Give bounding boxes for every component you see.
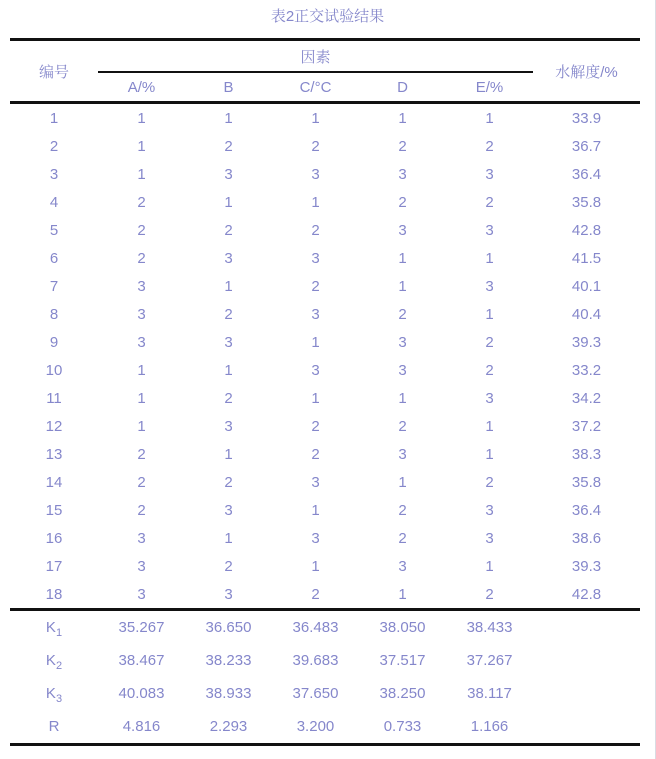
table-row <box>10 160 640 188</box>
stats-empty-cell <box>533 644 640 677</box>
result-cell: 33.2 <box>571 361 602 379</box>
factor-cell: 1 <box>398 585 407 603</box>
result-cell: 36.7 <box>571 137 602 155</box>
factor-cell: 3 <box>485 529 494 547</box>
row-id-cell: 9 <box>49 333 59 351</box>
column-header-factor: D <box>397 78 408 96</box>
factor-cell: 2 <box>485 473 494 491</box>
stats-label-subscript: 2 <box>55 660 63 672</box>
factor-cell: 3 <box>137 333 146 351</box>
factor-cell: 3 <box>311 473 320 491</box>
row-id-cell: 2 <box>49 137 59 155</box>
factor-cell: 2 <box>137 193 146 211</box>
stats-value-cell: 38.050 <box>379 619 426 636</box>
result-cell: 39.3 <box>571 557 602 575</box>
factor-cell: 1 <box>224 529 233 547</box>
factor-cell: 1 <box>311 557 320 575</box>
column-header-factor: C/°C <box>299 78 332 96</box>
stats-row <box>10 677 640 710</box>
factor-cell: 1 <box>485 249 494 267</box>
factor-cell: 2 <box>398 501 407 519</box>
factor-cell: 1 <box>224 109 233 127</box>
factor-cell: 2 <box>398 193 407 211</box>
stats-label-cell <box>10 677 98 710</box>
factor-cell: 3 <box>398 165 407 183</box>
row-id-cell: 12 <box>45 417 63 435</box>
table-row <box>10 272 640 300</box>
factor-cell: 2 <box>311 277 320 295</box>
column-header-factors-group: 因素 <box>98 40 533 73</box>
factor-cell: 1 <box>311 389 320 407</box>
stats-value-cell: 37.267 <box>466 652 513 669</box>
factor-cell: 3 <box>311 165 320 183</box>
factor-cell: 3 <box>224 333 233 351</box>
factor-cell: 1 <box>311 333 320 351</box>
table-row <box>10 384 640 412</box>
factor-cell: 1 <box>398 109 407 127</box>
stats-value-cell: 38.233 <box>205 652 252 669</box>
factor-cell: 2 <box>137 249 146 267</box>
stats-value-cell: 36.483 <box>292 619 339 636</box>
stats-label-cell <box>10 644 98 677</box>
row-id-cell: 1 <box>49 109 59 127</box>
factor-cell: 3 <box>485 277 494 295</box>
factor-cell: 1 <box>137 417 146 435</box>
factor-cell: 2 <box>137 221 146 239</box>
table-row <box>10 552 640 580</box>
table-row <box>10 496 640 524</box>
stats-value-cell: 37.517 <box>379 652 426 669</box>
table-row <box>10 300 640 328</box>
factor-cell: 3 <box>137 277 146 295</box>
table-row <box>10 328 640 356</box>
stats-value-cell: 4.816 <box>122 718 161 735</box>
orthogonal-results-table <box>10 38 640 746</box>
factor-cell: 1 <box>485 109 494 127</box>
factor-cell: 2 <box>224 305 233 323</box>
factor-cell: 2 <box>485 585 494 603</box>
column-header-factor: B <box>223 78 234 96</box>
table-row <box>10 440 640 468</box>
factor-cell: 1 <box>137 361 146 379</box>
factor-cell: 3 <box>485 389 494 407</box>
stats-label: K <box>45 685 56 702</box>
factor-cell: 1 <box>311 501 320 519</box>
stats-label-subscript: 1 <box>55 627 63 639</box>
result-cell: 39.3 <box>571 333 602 351</box>
result-cell: 36.4 <box>571 501 602 519</box>
factor-cell: 1 <box>311 193 320 211</box>
factor-cell: 2 <box>137 445 146 463</box>
result-cell: 38.3 <box>571 445 602 463</box>
stats-value-cell: 39.683 <box>292 652 339 669</box>
stats-label: K <box>45 619 56 636</box>
factor-cell: 2 <box>398 529 407 547</box>
stats-value-cell: 38.467 <box>118 652 165 669</box>
factor-cell: 1 <box>137 165 146 183</box>
column-header-id: 编号 <box>38 63 69 81</box>
factor-cell: 3 <box>485 501 494 519</box>
factor-cell: 3 <box>311 305 320 323</box>
factor-cell: 3 <box>224 249 233 267</box>
factor-cell: 1 <box>485 417 494 435</box>
column-header-result: 水解度/% <box>555 63 618 81</box>
stats-label-cell <box>10 610 98 645</box>
data-body <box>10 103 640 610</box>
stats-value-cell: 37.650 <box>292 685 339 702</box>
factor-cell: 2 <box>485 333 494 351</box>
row-id-cell: 18 <box>45 585 63 603</box>
table-row <box>10 412 640 440</box>
stats-empty-cell <box>533 710 640 745</box>
stats-value-cell: 2.293 <box>209 718 248 735</box>
table-row <box>10 188 640 216</box>
stats-value-cell: 1.166 <box>470 718 509 735</box>
factor-cell: 3 <box>485 165 494 183</box>
factor-cell: 3 <box>224 585 233 603</box>
factor-cell: 1 <box>137 109 146 127</box>
factor-cell: 3 <box>224 417 233 435</box>
result-cell: 40.4 <box>571 305 602 323</box>
factor-cell: 2 <box>311 221 320 239</box>
factor-cell: 3 <box>137 529 146 547</box>
stats-row <box>10 644 640 677</box>
factor-cell: 1 <box>224 445 233 463</box>
result-cell: 35.8 <box>571 473 602 491</box>
factor-cell: 2 <box>398 137 407 155</box>
row-id-cell: 13 <box>45 445 63 463</box>
row-id-cell: 15 <box>45 501 63 519</box>
factor-cell: 2 <box>311 137 320 155</box>
result-cell: 40.1 <box>571 277 602 295</box>
factor-cell: 2 <box>224 221 233 239</box>
stats-value-cell: 38.250 <box>379 685 426 702</box>
factor-cell: 2 <box>137 501 146 519</box>
factor-cell: 3 <box>311 361 320 379</box>
factor-cell: 1 <box>398 389 407 407</box>
factor-cell: 1 <box>224 193 233 211</box>
table-row <box>10 216 640 244</box>
row-id-cell: 5 <box>49 221 59 239</box>
factor-cell: 3 <box>137 305 146 323</box>
factor-cell: 2 <box>311 417 320 435</box>
factor-cell: 3 <box>398 221 407 239</box>
table-row <box>10 468 640 496</box>
stats-value-cell: 3.200 <box>296 718 335 735</box>
factor-cell: 3 <box>137 557 146 575</box>
stats-empty-cell <box>533 677 640 710</box>
table-row <box>10 580 640 610</box>
row-id-cell: 8 <box>49 305 59 323</box>
stats-row <box>10 610 640 645</box>
stats-value-cell: 40.083 <box>118 685 165 702</box>
factor-cell: 3 <box>398 445 407 463</box>
factor-cell: 1 <box>224 361 233 379</box>
header-group-row <box>10 40 640 73</box>
factor-cell: 3 <box>398 361 407 379</box>
factor-cell: 3 <box>398 557 407 575</box>
table-title: 表2正交试验结果 <box>270 8 385 25</box>
factor-cell: 1 <box>485 445 494 463</box>
factor-cell: 1 <box>485 305 494 323</box>
factor-cell: 2 <box>485 361 494 379</box>
row-id-cell: 4 <box>49 193 59 211</box>
row-id-cell: 6 <box>49 249 59 267</box>
factor-cell: 2 <box>224 557 233 575</box>
stats-label: K <box>45 652 56 669</box>
stats-body <box>10 610 640 745</box>
row-id-cell: 16 <box>45 529 63 547</box>
result-cell: 38.6 <box>571 529 602 547</box>
result-cell: 35.8 <box>571 193 602 211</box>
stats-value-cell: 36.650 <box>205 619 252 636</box>
factor-cell: 2 <box>311 445 320 463</box>
result-cell: 36.4 <box>571 165 602 183</box>
factor-cell: 3 <box>311 249 320 267</box>
factor-cell: 1 <box>398 277 407 295</box>
table-header <box>10 40 640 103</box>
column-header-factor: E/% <box>475 78 504 96</box>
result-cell: 33.9 <box>571 109 602 127</box>
factor-cell: 3 <box>485 221 494 239</box>
factor-cell: 1 <box>137 137 146 155</box>
result-cell: 42.8 <box>571 221 602 239</box>
stats-value-cell: 35.267 <box>118 619 165 636</box>
factor-cell: 3 <box>224 165 233 183</box>
table-row <box>10 132 640 160</box>
factor-cell: 2 <box>311 585 320 603</box>
factor-cell: 2 <box>485 137 494 155</box>
stats-row <box>10 710 640 745</box>
factor-cell: 2 <box>398 305 407 323</box>
result-cell: 37.2 <box>571 417 602 435</box>
table-row <box>10 356 640 384</box>
factor-cell: 1 <box>137 389 146 407</box>
stats-value-cell: 38.933 <box>205 685 252 702</box>
row-id-cell: 17 <box>45 557 63 575</box>
stats-value-cell: 0.733 <box>383 718 422 735</box>
factor-cell: 1 <box>224 277 233 295</box>
table-row <box>10 524 640 552</box>
row-id-cell: 3 <box>49 165 59 183</box>
factor-cell: 3 <box>311 529 320 547</box>
stats-value-cell: 38.433 <box>466 619 513 636</box>
row-id-cell: 7 <box>49 277 59 295</box>
table-row <box>10 244 640 272</box>
factor-cell: 1 <box>398 249 407 267</box>
table-row <box>10 103 640 133</box>
factor-cell: 1 <box>485 557 494 575</box>
factor-cell: 3 <box>398 333 407 351</box>
factor-cell: 1 <box>311 109 320 127</box>
factor-cell: 3 <box>224 501 233 519</box>
stats-empty-cell <box>533 610 640 645</box>
result-cell: 42.8 <box>571 585 602 603</box>
stats-label-subscript: 3 <box>55 693 63 705</box>
factor-cell: 2 <box>137 473 146 491</box>
stats-label-cell <box>10 710 98 745</box>
factor-cell: 2 <box>224 137 233 155</box>
factor-cell: 2 <box>398 417 407 435</box>
factor-cell: 1 <box>398 473 407 491</box>
row-id-cell: 14 <box>45 473 63 491</box>
factor-cell: 2 <box>224 473 233 491</box>
factor-cell: 2 <box>485 193 494 211</box>
column-header-factor: A/% <box>127 78 156 96</box>
row-id-cell: 10 <box>45 361 63 379</box>
factor-cell: 2 <box>224 389 233 407</box>
result-cell: 41.5 <box>571 249 602 267</box>
factor-cell: 3 <box>137 585 146 603</box>
row-id-cell: 11 <box>46 389 62 407</box>
stats-value-cell: 38.117 <box>467 685 512 702</box>
result-cell: 34.2 <box>571 389 602 407</box>
stats-label: R <box>48 718 60 735</box>
